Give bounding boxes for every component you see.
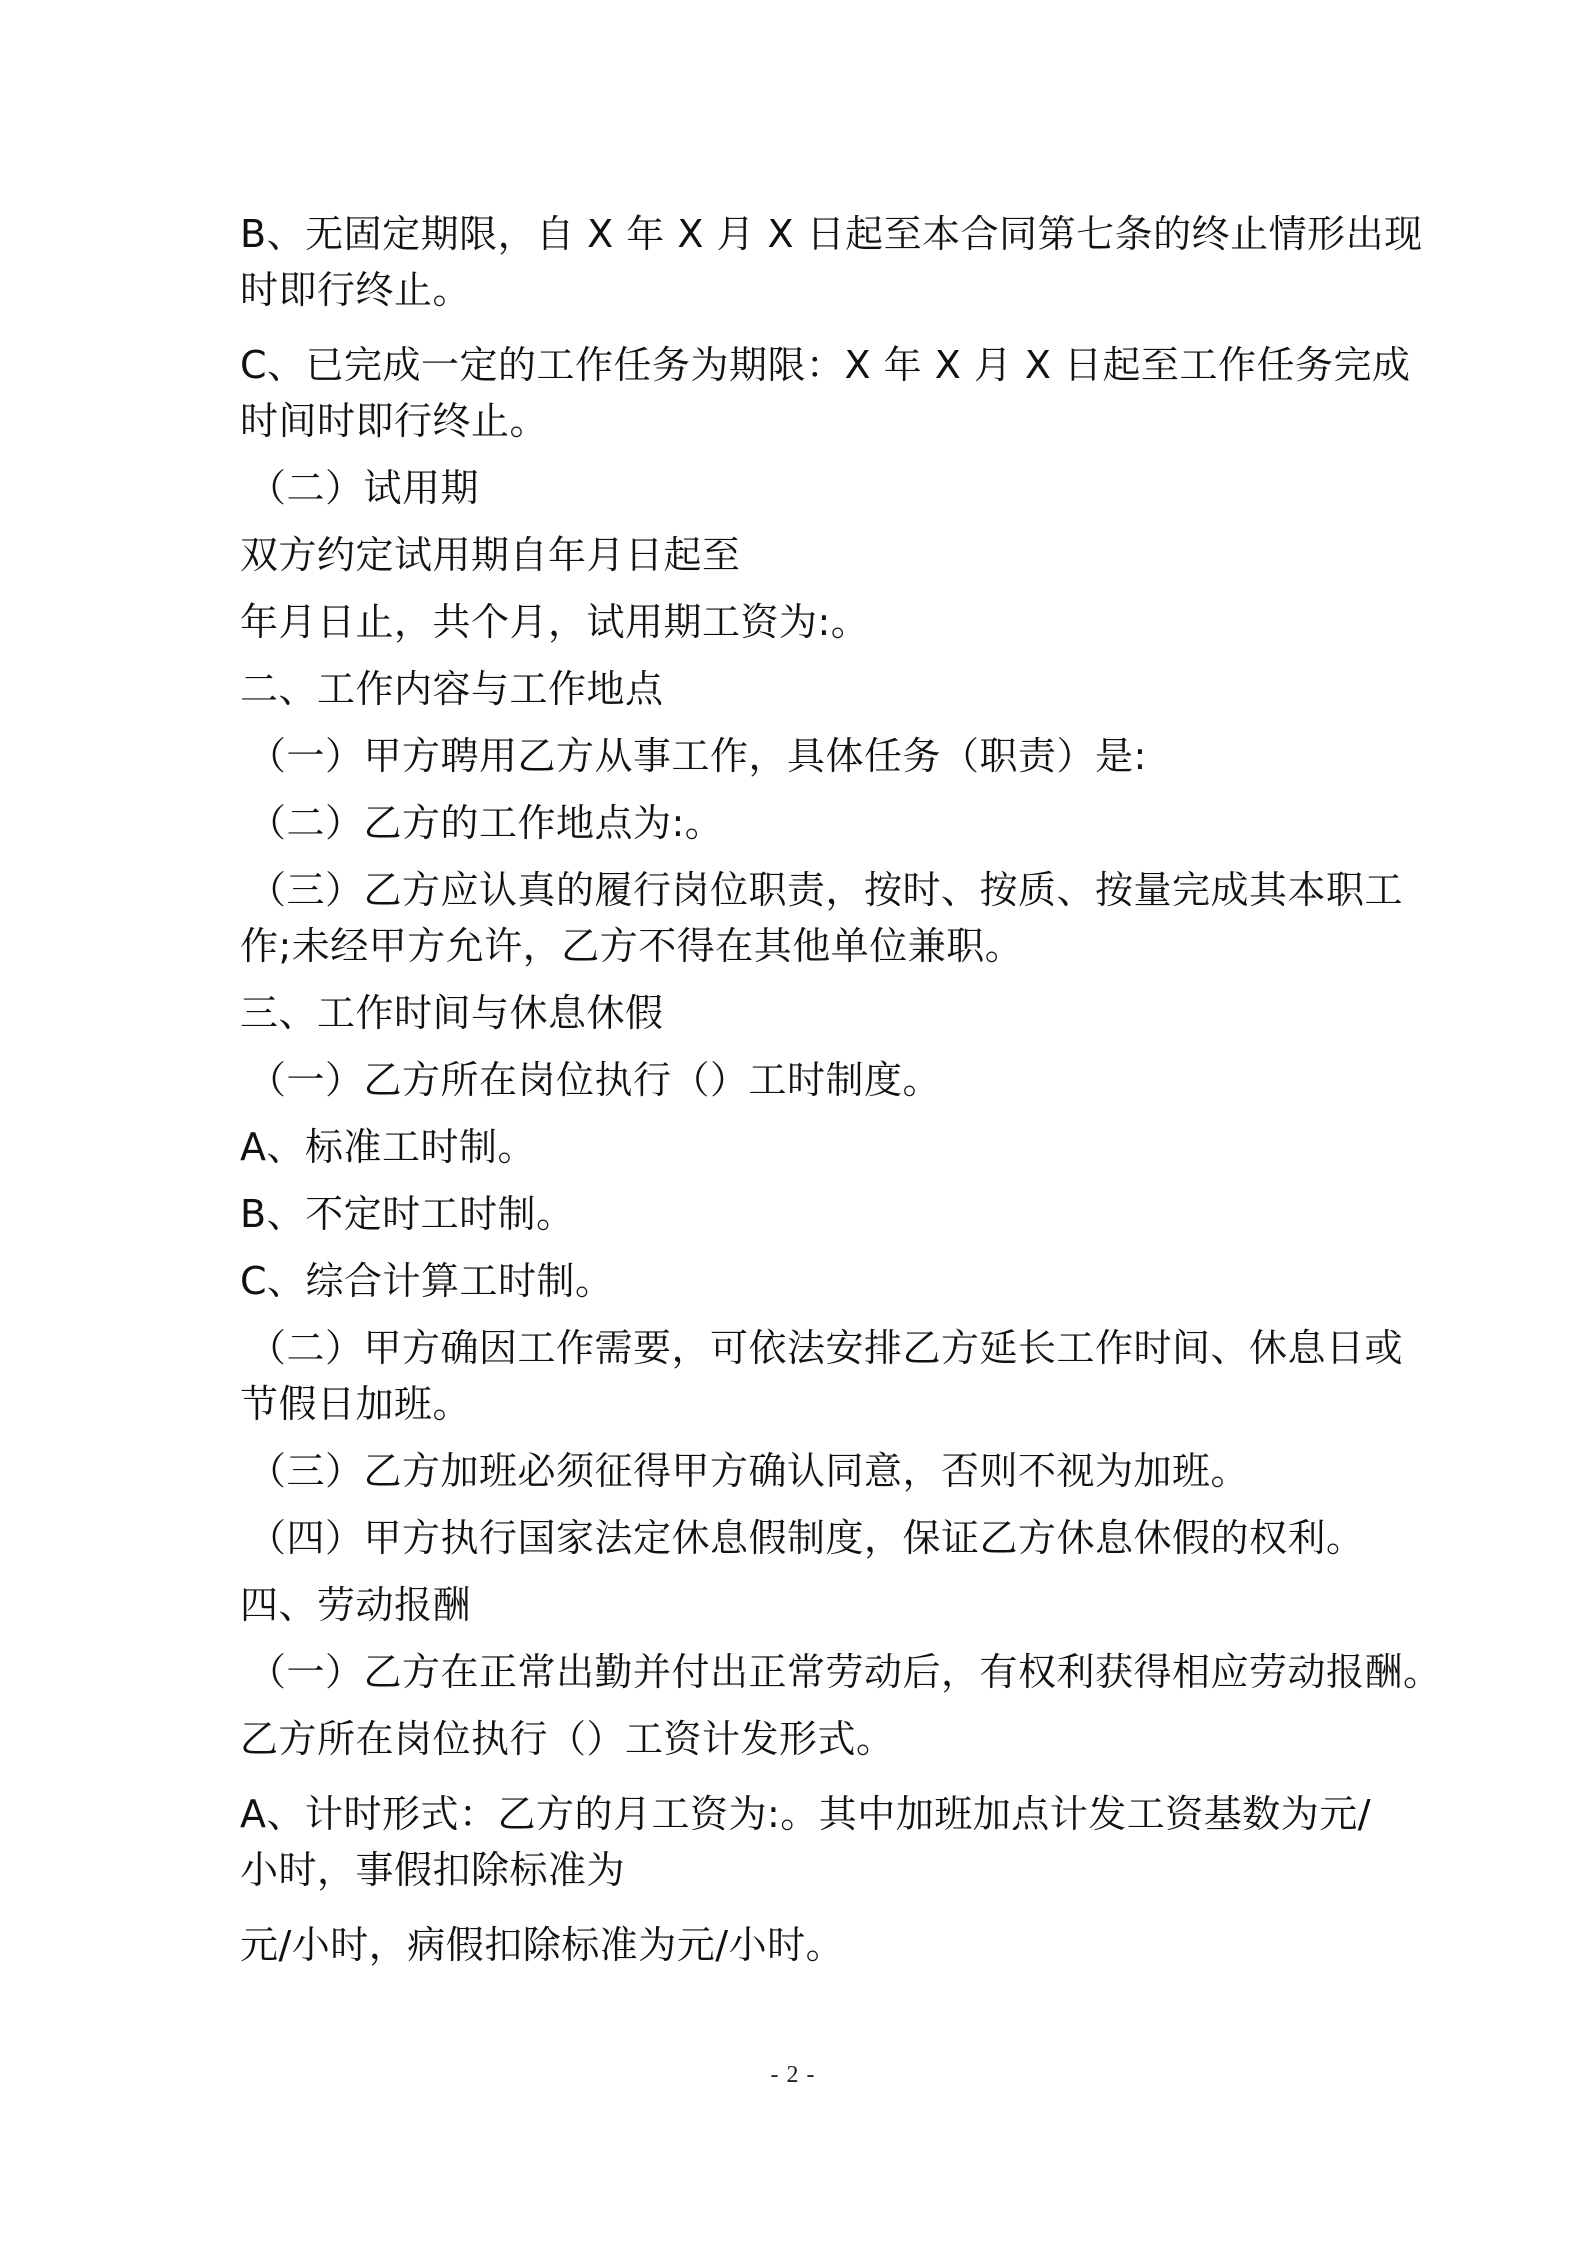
text-line: B、无固定期限，自 X 年 X 月 X 日起至本合同第七条的终止情形出现 — [240, 212, 1423, 256]
text-line: 双方约定试用期自年月日起至 — [240, 533, 741, 577]
document-body — [240, 206, 1442, 1973]
section-heading-remuneration: 四、劳动报酬 — [240, 1583, 472, 1627]
text-line: A、计时形式：乙方的月工资为:。其中加班加点计发工资基数为元/ — [240, 1792, 1372, 1836]
text-line: 元/小时，病假扣除标准为元/小时。 — [240, 1923, 845, 1967]
text-line: （一）甲方聘用乙方从事工作，具体任务（职责）是: — [248, 734, 1147, 778]
text-line: 节假日加班。 — [240, 1382, 472, 1426]
text-line: 时间时即行终止。 — [240, 399, 549, 443]
text-line: （三）乙方加班必须征得甲方确认同意，否则不视为加班。 — [248, 1449, 1250, 1493]
text-line: 作;未经甲方允许，乙方不得在其他单位兼职。 — [240, 924, 1024, 968]
text-line: C、已完成一定的工作任务为期限：X 年 X 月 X 日起至工作任务完成 — [240, 343, 1411, 387]
section-heading-work-time: 三、工作时间与休息休假 — [240, 991, 664, 1035]
text-line: （二）乙方的工作地点为:。 — [248, 801, 724, 845]
text-line: C、综合计算工时制。 — [240, 1259, 614, 1303]
text-line: 乙方所在岗位执行（）工资计发形式。 — [240, 1717, 895, 1761]
text-line: （一）乙方在正常出勤并付出正常劳动后，有权利获得相应劳动报酬。 — [248, 1650, 1442, 1694]
text-line: （四）甲方执行国家法定休息假制度，保证乙方休息休假的权利。 — [248, 1516, 1365, 1560]
text-line: （一）乙方所在岗位执行（）工时制度。 — [248, 1058, 942, 1102]
section-heading-probation: （二）试用期 — [248, 466, 480, 510]
text-line: B、不定时工时制。 — [240, 1192, 575, 1236]
text-line: 时即行终止。 — [240, 268, 472, 312]
text-line: 小时，事假扣除标准为 — [240, 1848, 626, 1892]
text-line: （二）甲方确因工作需要，可依法安排乙方延长工作时间、休息日或 — [248, 1326, 1404, 1370]
page-number: - 2 - — [770, 2062, 816, 2088]
section-heading-work-content: 二、工作内容与工作地点 — [240, 667, 664, 711]
text-line: A、标准工时制。 — [240, 1125, 536, 1169]
text-line: 年月日止，共个月，试用期工资为:。 — [240, 600, 870, 644]
text-line: （三）乙方应认真的履行岗位职责，按时、按质、按量完成其本职工 — [248, 868, 1404, 912]
